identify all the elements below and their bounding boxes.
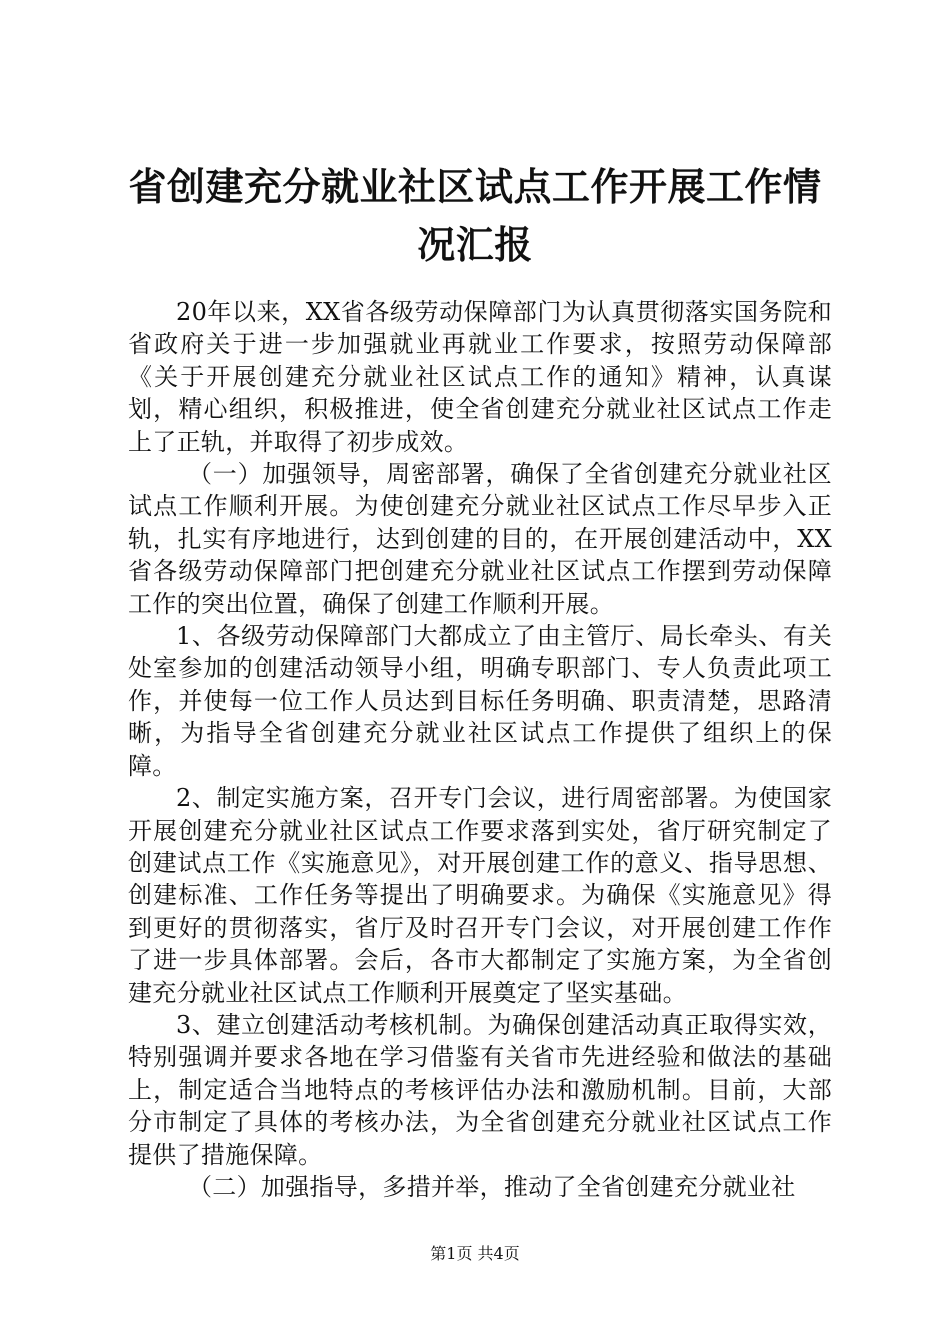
document-body bbox=[128, 296, 832, 1203]
document-title: 省创建充分就业社区试点工作开展工作情况汇报 bbox=[128, 164, 822, 267]
paragraph-intro: 20年以来，XX省各级劳动保障部门为认真贯彻落实国务院和省政府关于进一步加强就业再就业工作要求，按照劳动保障部《关于开展创建充分就业社区试点工作的通知》精神，认真谋划，精心组织，积极推进，使全省创建充分就业社区试点工作走上了正轨，并取得了初步成效。 bbox=[128, 298, 832, 456]
paragraph-item-1: 1、各级劳动保障部门大都成立了由主管厅、局长牵头、有关处室参加的创建活动领导小组，明确专职部门、专人负责此项工作，并使每一位工作人员达到目标任务明确、职责清楚，思路清晰，为指导全省创建充分就业社区试点工作提供了组织上的保障。 bbox=[128, 622, 832, 780]
paragraph-item-3: 3、建立创建活动考核机制。为确保创建活动真正取得实效，特别强调并要求各地在学习借鉴有关省市先进经验和做法的基础上，制定适合当地特点的考核评估办法和激励机制。目前，大部分市制定了具体的考核办法，为全省创建充分就业社区试点工作提供了措施保障。 bbox=[128, 1010, 832, 1169]
paragraph-section-1: （一）加强领导，周密部署，确保了全省创建充分就业社区试点工作顺利开展。为使创建充分就业社区试点工作尽早步入正轨，扎实有序地进行，达到创建的目的，在开展创建活动中，XX省各级劳动保障部门把创建充分就业社区试点工作摆到劳动保障工作的突出位置，确保了创建工作顺利开展。 bbox=[128, 460, 832, 618]
paragraph-section-2: （二）加强指导，多措并举，推动了全省创建充分就业社 bbox=[188, 1172, 796, 1201]
paragraph-item-2: 2、制定实施方案，召开专门会议，进行周密部署。为使国家开展创建充分就业社区试点工作要求落到实处，省厅研究制定了创建试点工作《实施意见》，对开展创建工作的意义、指导思想、创建标准、工作任务等提出了明确要求。为确保《实施意见》得到更好的贯彻落实，省厅及时召开专门会议，对开展创建工作作了进一步具体部署。会后，各市大都制定了实施方案，为全省创建充分就业社区试点工作顺利开展奠定了坚实基础。 bbox=[128, 784, 832, 1007]
page-footer: 第1页 共4页 bbox=[430, 1244, 520, 1263]
